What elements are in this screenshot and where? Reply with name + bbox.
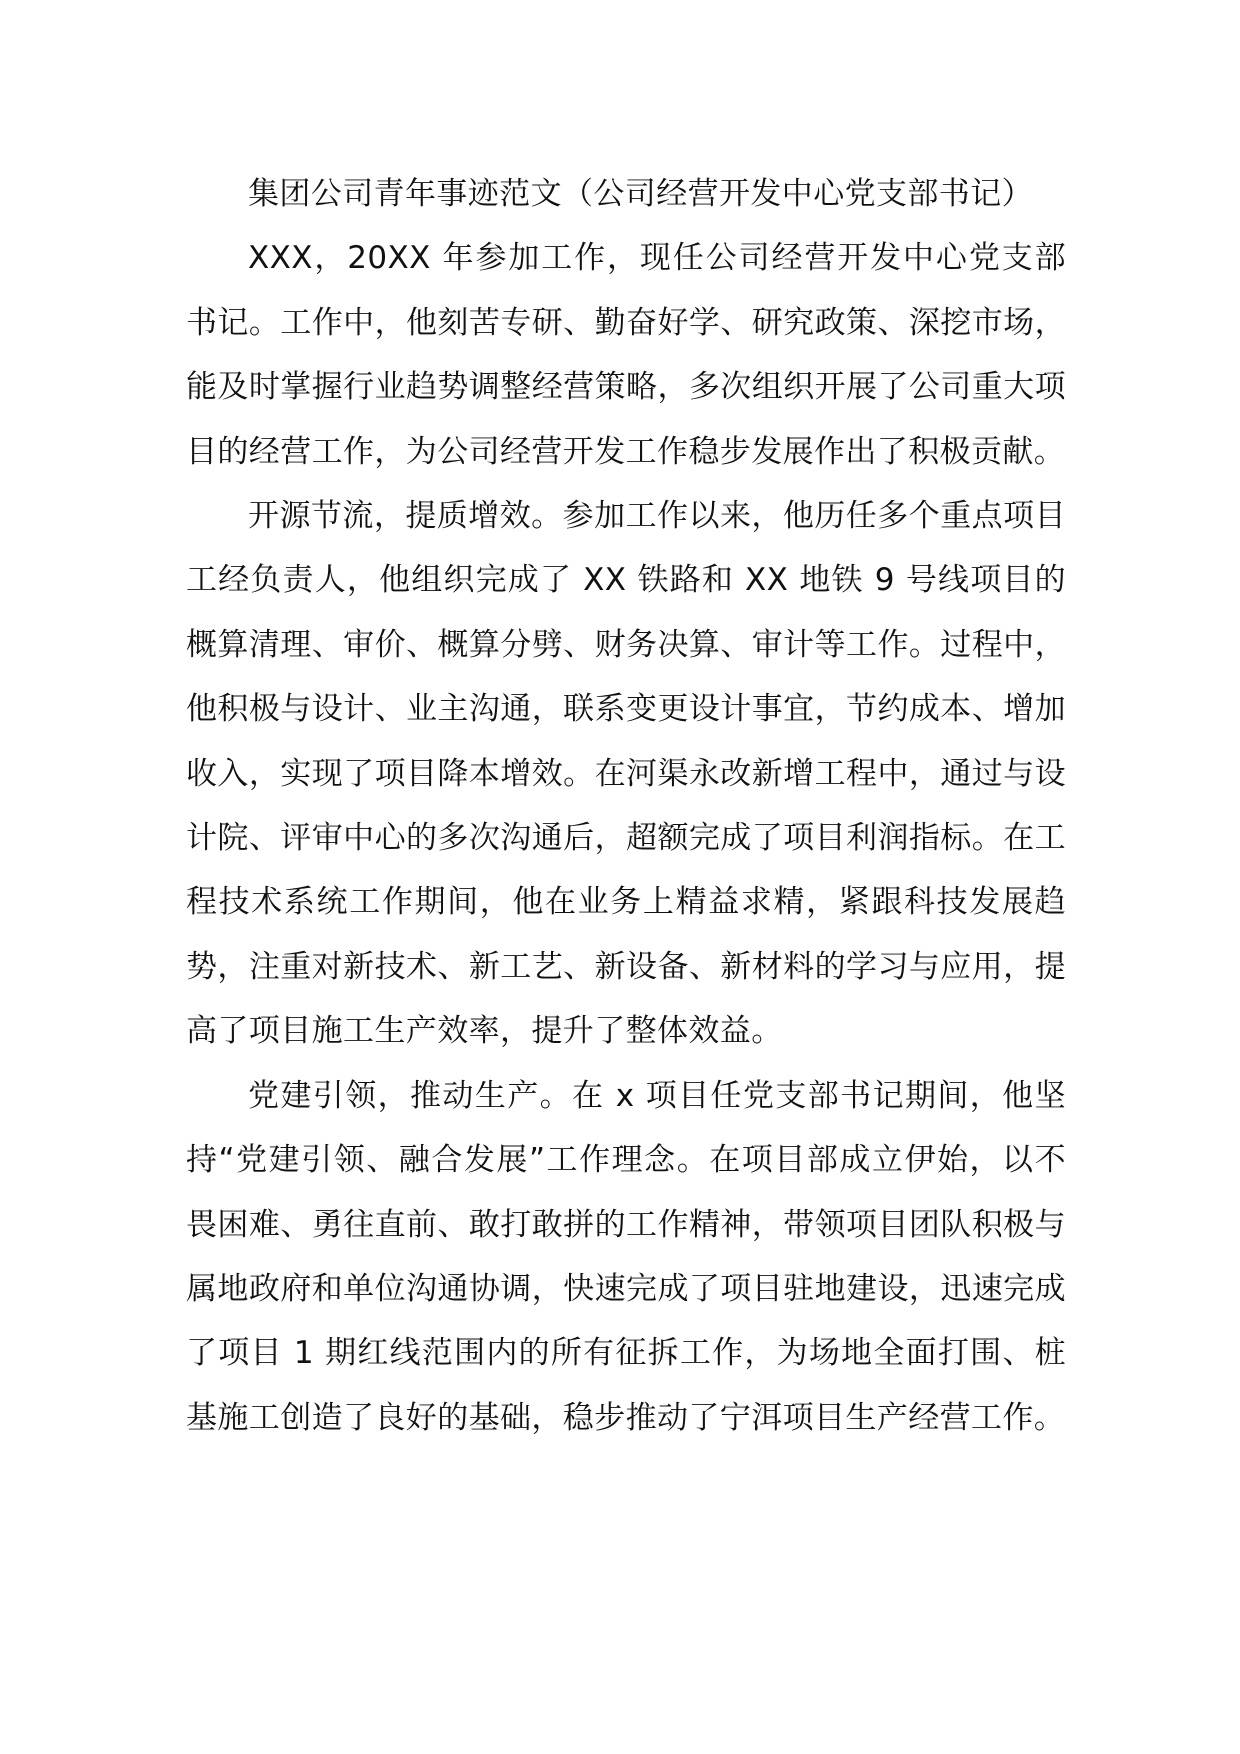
paragraph-cost-efficiency: 开源节流，提质增效。参加工作以来，他历任多个重点项目工经负责人，他组织完成了 XX 铁路和 XX 地铁 9 号线项目的概算清理、审价、概算分劈、财务决算、审计等工作。过程中，他积极与设计、业主沟通，联系变更设计事宜，节约成本、增加收入，实现了项目降本增效。在河渠永改新增工程中，通过与设计院、评审中心的多次沟通后，超额完成了项目利润指标。在工程技术系统工作期间，他在业务上精益求精，紧跟科技发展趋势，注重对新技术、新工艺、新设备、新材料的学习与应用，提高了项目施工生产效率，提升了整体效益。 bbox=[186, 498, 1066, 1050]
paragraph-party-building: 党建引领，推动生产。在 x 项目任党支部书记期间，他坚持“党建引领、融合发展”工作理念。在项目部成立伊始，以不畏困难、勇往直前、敢打敢拼的工作精神，带领项目团队积极与属地政府和单位沟通协调，快速完成了项目驻地建设，迅速完成了项目 1 期红线范围内的所有征拆工作，为场地全面打围、桩基施工创造了良好的基础，稳步推动了宁洱项目生产经营工作。 bbox=[186, 1077, 1066, 1436]
document-title: 集团公司青年事迹范文（公司经营开发中心党支部书记） bbox=[248, 176, 1033, 212]
paragraph-intro: XXX，20XX 年参加工作，现任公司经营开发中心党支部书记。工作中，他刻苦专研、勤奋好学、研究政策、深挖市场，能及时掌握行业趋势调整经营策略，多次组织开展了公司重大项目的经营工作，为公司经营开发工作稳步发展作出了积极贡献。 bbox=[186, 240, 1066, 470]
document-body bbox=[186, 162, 1066, 1450]
